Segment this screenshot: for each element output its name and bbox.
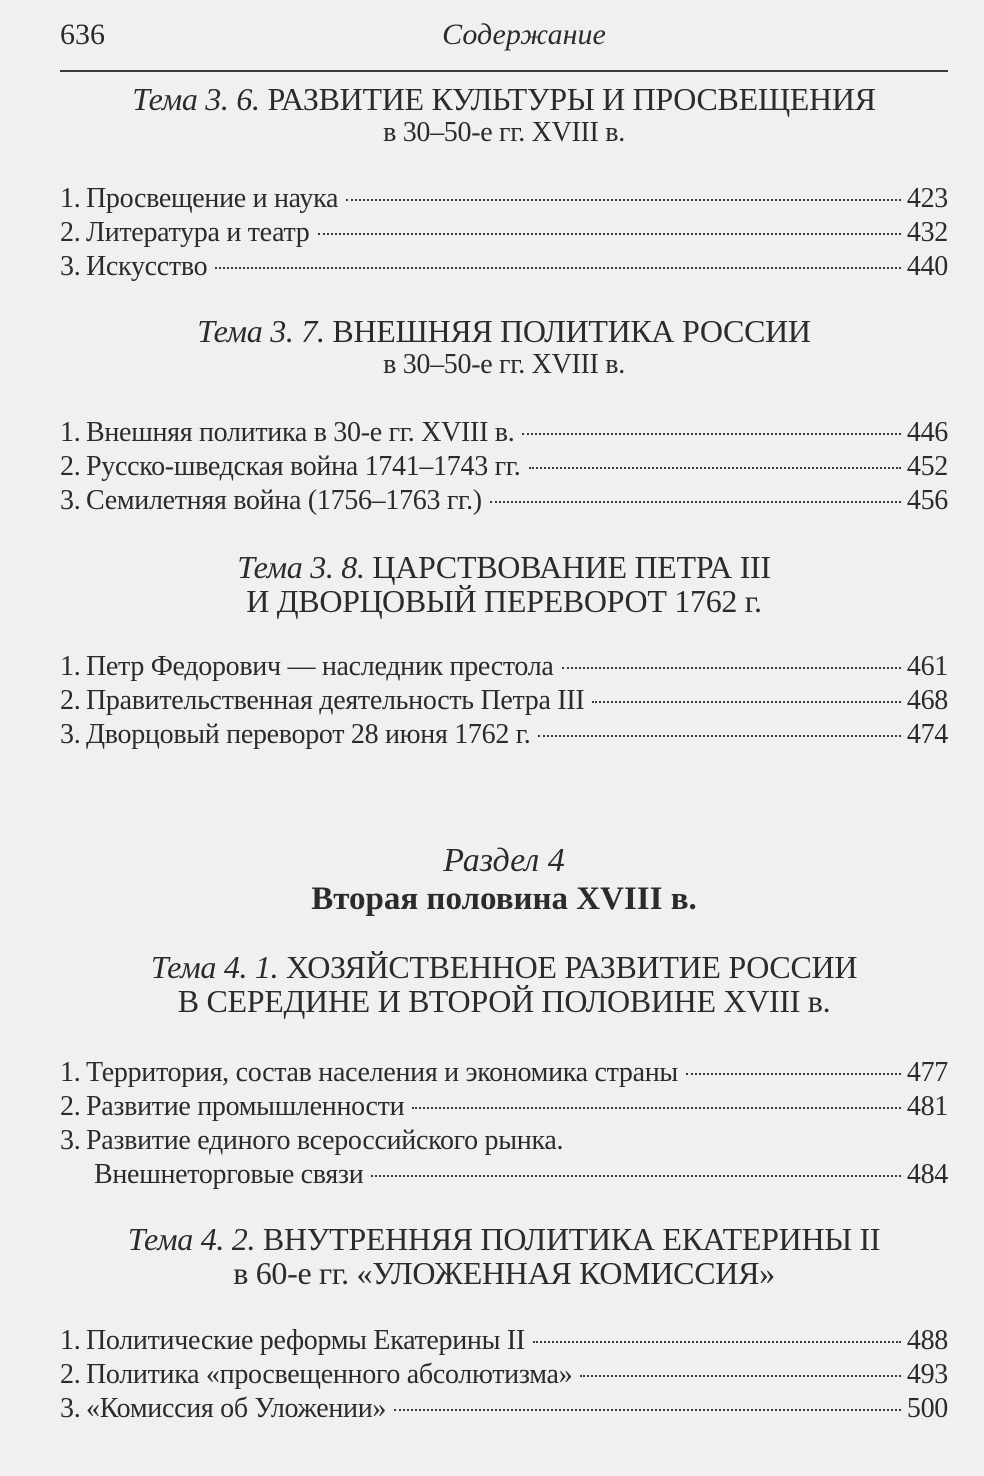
dot-leader: [538, 715, 900, 737]
entry-page: 481: [906, 1091, 948, 1122]
entry-page: 488: [906, 1325, 948, 1356]
entry-title: Литература и театр: [86, 217, 310, 248]
topic-label: Тема 3. 8.: [237, 549, 365, 585]
dot-leader: [412, 1087, 901, 1109]
header-rule: [60, 70, 948, 72]
entry-page: 461: [906, 651, 948, 682]
entry-title: «Комиссия об Уложении»: [86, 1393, 387, 1424]
entry-number: 3.: [60, 485, 81, 516]
entry-page: 484: [906, 1159, 948, 1190]
topic-title: ВНУТРЕННЯЯ ПОЛИТИКА ЕКАТЕРИНЫ II: [255, 1221, 881, 1257]
entry-number: 3.: [60, 251, 81, 282]
topic-label: Тема 4. 1.: [150, 949, 279, 985]
toc-entry[interactable]: [60, 650, 948, 684]
section-4-heading: [60, 842, 948, 918]
dot-leader: [490, 481, 901, 503]
page-number: 636: [60, 18, 105, 51]
topic-title: ЦАРСТВОВАНИЕ ПЕТРА III: [364, 549, 771, 585]
toc-entry[interactable]: [60, 416, 948, 450]
topic-3-7-entries: [60, 416, 948, 518]
entry-page: 423: [906, 183, 948, 214]
entry-title: Развитие промышленности: [86, 1091, 405, 1122]
dot-leader: [686, 1053, 901, 1075]
topic-title: ХОЗЯЙСТВЕННОЕ РАЗВИТИЕ РОССИИ: [278, 949, 858, 985]
dot-leader: [371, 1155, 901, 1177]
running-head: [60, 14, 948, 58]
dot-leader: [592, 681, 901, 703]
entry-title: Петр Федорович — наследник престола: [86, 651, 554, 682]
topic-title: РАЗВИТИЕ КУЛЬТУРЫ И ПРОСВЕЩЕНИЯ: [259, 81, 876, 117]
dot-leader: [346, 179, 901, 201]
toc-entry[interactable]: [60, 1392, 948, 1426]
topic-3-6-heading: [60, 82, 948, 150]
topic-subtitle: в 30–50-е гг. XVIII в.: [383, 349, 625, 380]
toc-entry[interactable]: [60, 1124, 948, 1192]
entry-number: 1.: [60, 183, 81, 214]
topic-label: Тема 3. 6.: [132, 81, 260, 117]
entry-page: 477: [906, 1057, 948, 1088]
entry-title: Политика «просвещенного абсолютизма»: [86, 1359, 573, 1390]
entry-number: 2.: [60, 451, 81, 482]
toc-entry[interactable]: [60, 450, 948, 484]
topic-subtitle: в 30–50-е гг. XVIII в.: [383, 117, 625, 148]
entry-number: 2.: [60, 685, 81, 716]
entry-number: 3.: [60, 1125, 81, 1156]
entry-title: Русско-шведская война 1741–1743 гг.: [86, 451, 521, 482]
topic-3-8-entries: [60, 650, 948, 752]
running-title: Содержание: [442, 18, 606, 51]
toc-entry[interactable]: [60, 718, 948, 752]
entry-page: 500: [906, 1393, 948, 1424]
entry-title: Правительственная деятельность Петра III: [86, 685, 585, 716]
topic-subtitle: И ДВОРЦОВЫЙ ПЕРЕВОРОТ 1762 г.: [246, 583, 762, 619]
entry-title: Дворцовый переворот 28 июня 1762 г.: [86, 719, 531, 750]
entry-page: 456: [906, 485, 948, 516]
entry-title: Территория, состав населения и экономика страны: [86, 1057, 678, 1088]
topic-subtitle: В СЕРЕДИНЕ И ВТОРОЙ ПОЛОВИНЕ XVIII в.: [177, 983, 831, 1019]
topic-label: Тема 4. 2.: [127, 1221, 256, 1257]
entry-number: 1.: [60, 651, 81, 682]
entry-title-continuation: Внешнеторговые связи: [94, 1159, 364, 1190]
entry-title: Семилетняя война (1756–1763 гг.): [86, 485, 482, 516]
toc-entry[interactable]: [60, 216, 948, 250]
toc-entry[interactable]: [60, 484, 948, 518]
dot-leader: [562, 647, 901, 669]
entry-number: 3.: [60, 719, 81, 750]
section-label: Раздел 4: [443, 842, 565, 879]
topic-3-8-heading: [60, 550, 948, 618]
entry-title: Просвещение и наука: [86, 183, 339, 214]
topic-4-1-heading: [60, 950, 948, 1018]
topic-label: Тема 3. 7.: [197, 313, 325, 349]
toc-entry[interactable]: [60, 250, 948, 284]
toc-entry[interactable]: [60, 182, 948, 216]
entry-page: 493: [906, 1359, 948, 1390]
toc-entry[interactable]: [60, 1358, 948, 1392]
dot-leader: [533, 1321, 901, 1343]
toc-entry[interactable]: [60, 1324, 948, 1358]
entry-page: 474: [906, 719, 948, 750]
topic-subtitle: в 60-е гг. «УЛОЖЕННАЯ КОМИССИЯ»: [233, 1255, 775, 1291]
entry-number: 1.: [60, 1057, 81, 1088]
topic-title: ВНЕШНЯЯ ПОЛИТИКА РОССИИ: [324, 313, 811, 349]
entry-title: Политические реформы Екатерины II: [86, 1325, 525, 1356]
entry-page: 432: [906, 217, 948, 248]
dot-leader: [580, 1355, 901, 1377]
toc-page: [60, 0, 948, 1476]
entry-number: 3.: [60, 1393, 81, 1424]
topic-4-1-entries: [60, 1056, 948, 1192]
entry-page: 440: [906, 251, 948, 282]
toc-entry[interactable]: [60, 1056, 948, 1090]
entry-page: 468: [906, 685, 948, 716]
dot-leader: [215, 247, 901, 269]
topic-3-6-entries: [60, 182, 948, 284]
entry-number: 2.: [60, 217, 81, 248]
dot-leader: [318, 213, 901, 235]
entry-page: 452: [906, 451, 948, 482]
dot-leader: [522, 413, 900, 435]
topic-4-2-heading: [60, 1222, 948, 1290]
entry-number: 2.: [60, 1359, 81, 1390]
section-title: Вторая половина XVIII в.: [311, 881, 697, 917]
entry-number: 2.: [60, 1091, 81, 1122]
entry-page: 446: [906, 417, 948, 448]
topic-3-7-heading: [60, 314, 948, 382]
entry-title: Искусство: [86, 251, 208, 282]
topic-4-2-entries: [60, 1324, 948, 1426]
entry-number: 1.: [60, 417, 81, 448]
dot-leader: [394, 1389, 901, 1411]
entry-title: Внешняя политика в 30-е гг. XVIII в.: [86, 417, 515, 448]
toc-entry[interactable]: [60, 684, 948, 718]
entry-title: Развитие единого всероссийского рынка.: [86, 1125, 564, 1156]
dot-leader: [529, 447, 901, 469]
entry-number: 1.: [60, 1325, 81, 1356]
toc-entry[interactable]: [60, 1090, 948, 1124]
